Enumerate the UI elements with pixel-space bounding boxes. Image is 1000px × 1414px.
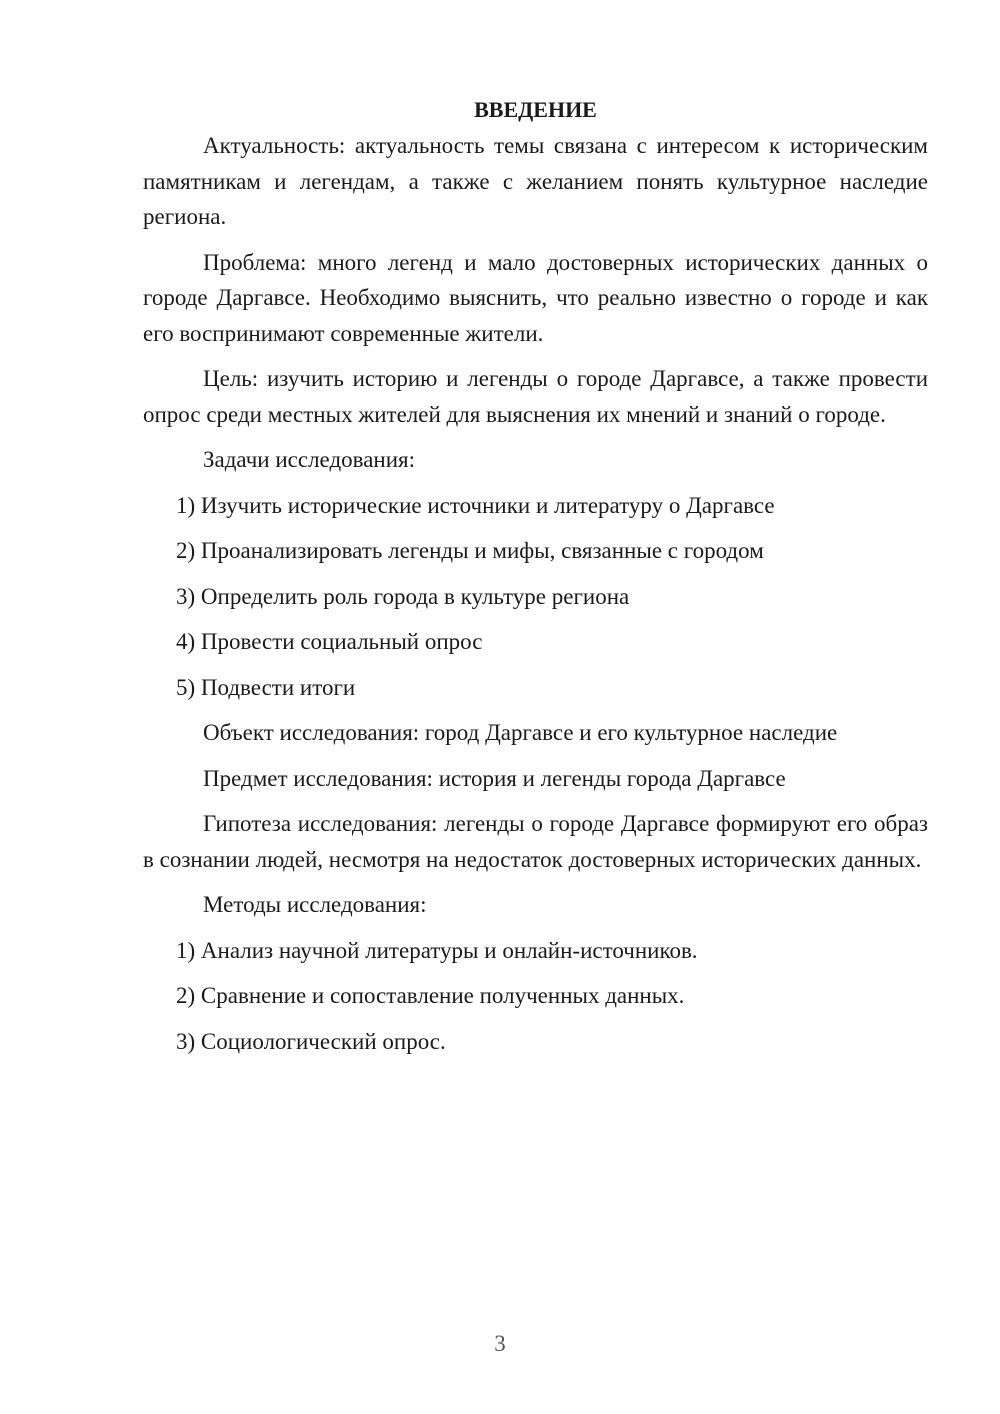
list-item: 2) Проанализировать легенды и мифы, связанные с городом [176, 538, 764, 563]
methods-list [143, 933, 928, 1060]
goal-paragraph: Цель: изучить историю и легенды о городе Даргавсе, а также провести опрос среди местных жителей для выяснения их мнений и знаний о городе. [143, 366, 928, 427]
page-title: ВВЕДЕНИЕ [474, 97, 597, 122]
tasks-list [143, 488, 928, 706]
list-item: 3) Социологический опрос. [176, 1028, 446, 1054]
list-item: 1) Анализ научной литературы и онлайн-источников. [176, 937, 698, 963]
methods-title: Методы исследования: [203, 892, 427, 917]
list-item: 5) Подвести итоги [176, 674, 356, 700]
page-number: 3 [494, 1331, 506, 1356]
subject-paragraph: Предмет исследования: история и легенды города Даргавсе [203, 765, 786, 791]
list-item: 4) Провести социальный опрос [176, 629, 483, 654]
tasks-title: Задачи исследования: [203, 447, 416, 472]
object-paragraph: Объект исследования: город Даргавсе и его культурное наследие [203, 720, 838, 745]
list-item: 2) Сравнение и сопоставление полученных данных. [176, 983, 685, 1008]
document-body [143, 92, 928, 1069]
hypothesis-paragraph: Гипотеза исследования: легенды о городе Даргавсе формируют его образ в сознании людей, несмотря на недостаток достоверных исторических данных. [143, 811, 928, 872]
list-item: 1) Изучить исторические источники и литературу о Даргавсе [176, 492, 775, 518]
problem-paragraph: Проблема: много легенд и мало достоверных исторических данных о городе Даргавсе. Необходимо выяснить, что реально известно о городе и как его воспринимают современные жители. [143, 249, 928, 346]
list-item: 3) Определить роль города в культуре региона [176, 583, 630, 609]
relevance-paragraph: Актуальность: актуальность темы связана с интересом к историческим памятникам и легендам, а также с желанием понять культурное наследие региона. [143, 133, 928, 229]
